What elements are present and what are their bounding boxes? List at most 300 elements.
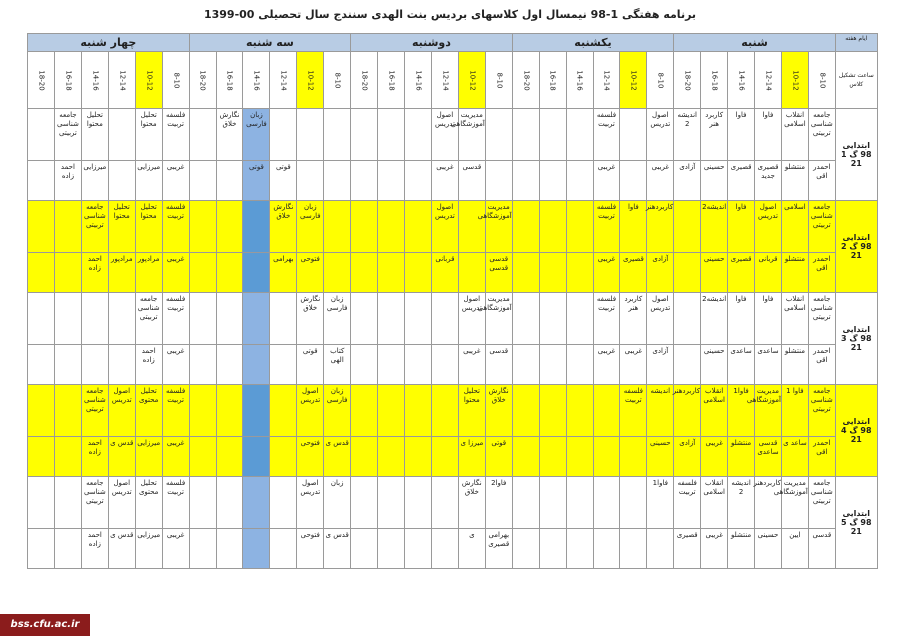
course-cell: اصول تدریس (431, 201, 458, 253)
course-cell: اصول تدریس (108, 385, 135, 437)
course-cell (216, 477, 243, 529)
time-slot-header (324, 52, 351, 109)
slot-header-label: ساعت تشکیل کلاس (835, 52, 877, 109)
course-cell: قوتی (243, 161, 270, 201)
course-cell: غریبی (162, 345, 189, 385)
course-cell: کاربرد هنر (701, 109, 728, 161)
course-cell: قدس ی (324, 437, 351, 477)
course-cell (54, 345, 81, 385)
course-cell: اسلامی (781, 201, 808, 253)
course-cell (189, 385, 216, 437)
course-cell (539, 201, 566, 253)
course-cell (378, 437, 405, 477)
course-cell (189, 253, 216, 293)
time-slot-label: 8-10 (656, 72, 665, 88)
time-slot-header (674, 52, 701, 109)
course-cell: فاوا (755, 293, 782, 345)
time-slot-header (566, 52, 593, 109)
course-cell: قصیری (620, 253, 647, 293)
course-cell (243, 293, 270, 345)
course-cell (324, 253, 351, 293)
course-cell: احمدر اقی (808, 345, 835, 385)
course-cell: اندیشه 2 (728, 477, 755, 529)
course-cell (378, 385, 405, 437)
course-cell: ی (458, 529, 485, 569)
course-cell: فاوا2 (485, 477, 512, 529)
class-row-top (28, 293, 878, 345)
time-slot-header (593, 52, 620, 109)
course-cell: قصیری (728, 161, 755, 201)
course-cell: حسینی (647, 437, 674, 477)
course-cell (378, 529, 405, 569)
course-cell (189, 477, 216, 529)
course-cell: اصول تدریس (297, 385, 324, 437)
class-label: ابتدایی 98 گ 4 21 (835, 385, 877, 477)
time-slot-label: 18-20 (683, 69, 692, 91)
course-cell (270, 293, 297, 345)
course-cell (378, 109, 405, 161)
course-cell: قدسی ساعدی (755, 437, 782, 477)
course-cell: غریبی (647, 161, 674, 201)
course-cell: انقلاب اسلامی (781, 109, 808, 161)
course-cell: زبان فارسی (243, 109, 270, 161)
course-cell: کاربردهنر (647, 201, 674, 253)
time-slot-label: 16-18 (226, 69, 234, 91)
time-slot-label: 8-10 (495, 72, 504, 88)
time-slot-header (135, 52, 162, 109)
course-cell: منتشلو (781, 253, 808, 293)
course-cell (189, 161, 216, 201)
course-cell: اندیشه 2 (674, 109, 701, 161)
time-slot-header (28, 52, 55, 109)
course-cell (566, 529, 593, 569)
time-slot-header (431, 52, 458, 109)
class-row-bottom (28, 161, 878, 201)
course-cell (216, 529, 243, 569)
course-cell (378, 201, 405, 253)
course-cell: غریبی (458, 345, 485, 385)
course-cell (351, 385, 378, 437)
course-cell: اصول تدریس (647, 109, 674, 161)
course-cell (539, 529, 566, 569)
course-cell (431, 293, 458, 345)
course-cell: اصول تدریس (108, 477, 135, 529)
class-row-bottom (28, 437, 878, 477)
course-cell (351, 293, 378, 345)
course-cell (512, 253, 539, 293)
course-cell (243, 477, 270, 529)
site-footer-badge[interactable]: bss.cfu.ac.ir (0, 614, 90, 636)
course-cell (108, 293, 135, 345)
course-cell (28, 529, 55, 569)
course-cell: آزادی (647, 253, 674, 293)
course-cell: قدسی (485, 345, 512, 385)
course-cell: غریبی (162, 253, 189, 293)
page-title: برنامه هفتگی 1-98 نیمسال اول کلاسهای بردیس بنت الهدی سنندج سال تحصیلی 00-1399 (203, 8, 697, 21)
course-cell: منتشلو (781, 161, 808, 201)
course-cell (405, 293, 432, 345)
time-slot-label: 18-20 (37, 69, 46, 91)
course-cell (108, 109, 135, 161)
course-cell (54, 385, 81, 437)
course-cell: زبان فارسی (324, 385, 351, 437)
time-slot-label: 14-16 (737, 69, 746, 91)
course-cell: غریبی (593, 345, 620, 385)
course-cell (378, 253, 405, 293)
course-cell: جامعه شناسی تربیتی (81, 385, 108, 437)
slot-header-row (28, 52, 878, 109)
time-slot-header (781, 52, 808, 109)
course-cell (216, 293, 243, 345)
course-cell (189, 437, 216, 477)
course-cell (351, 109, 378, 161)
course-cell: غریبی (701, 529, 728, 569)
course-cell (566, 109, 593, 161)
course-cell (351, 201, 378, 253)
course-cell: احمد زاده (81, 437, 108, 477)
course-cell (485, 109, 512, 161)
course-cell (324, 201, 351, 253)
course-cell: غریبی (431, 161, 458, 201)
course-cell: کتاب الهی (324, 345, 351, 385)
course-cell: فلسفه تربیت (162, 109, 189, 161)
course-cell (620, 161, 647, 201)
course-cell (216, 161, 243, 201)
time-slot-header (54, 52, 81, 109)
course-cell (28, 477, 55, 529)
course-cell (28, 293, 55, 345)
course-cell (243, 201, 270, 253)
course-cell: مرادپور (135, 253, 162, 293)
course-cell (28, 201, 55, 253)
course-cell (620, 477, 647, 529)
time-slot-label: 8-10 (333, 72, 342, 88)
course-cell: غریبی (162, 529, 189, 569)
course-cell: تحلیل محتوا (458, 385, 485, 437)
time-slot-header (216, 52, 243, 109)
course-cell (270, 345, 297, 385)
course-cell: اصول تدریس (431, 109, 458, 161)
course-cell: فتوحی (297, 253, 324, 293)
day-header: دوشنبه (351, 34, 513, 52)
course-cell: ایین (781, 529, 808, 569)
course-cell: اصول تدریس (755, 201, 782, 253)
course-cell (620, 109, 647, 161)
course-cell (458, 253, 485, 293)
course-cell: حسینی (701, 161, 728, 201)
course-cell: قربانی (755, 253, 782, 293)
course-cell (270, 385, 297, 437)
time-slot-header (162, 52, 189, 109)
course-cell: تحلیل محتوا (135, 201, 162, 253)
course-cell: قصیری (728, 253, 755, 293)
course-cell: قوتی (485, 437, 512, 477)
course-cell (512, 437, 539, 477)
time-slot-label: 14-16 (576, 69, 585, 91)
course-cell: قدس ی (108, 437, 135, 477)
course-cell (108, 345, 135, 385)
time-slot-label: 10-12 (468, 69, 477, 91)
course-cell: قوتی (297, 345, 324, 385)
course-cell: قدس ی (324, 529, 351, 569)
course-cell (216, 201, 243, 253)
course-cell (566, 293, 593, 345)
course-cell (54, 293, 81, 345)
day-header-row (28, 34, 878, 52)
course-cell (243, 345, 270, 385)
class-label: ابتدایی 98 گ 1 21 (835, 109, 877, 201)
course-cell (405, 529, 432, 569)
course-cell: قوتی (270, 161, 297, 201)
course-cell: اندیشه (647, 385, 674, 437)
course-cell: تحلیل محتوی (135, 477, 162, 529)
course-cell (378, 345, 405, 385)
time-slot-header (378, 52, 405, 109)
course-cell: فاوا1 (647, 477, 674, 529)
time-slot-header (539, 52, 566, 109)
day-header: شنبه (674, 34, 836, 52)
course-cell (674, 253, 701, 293)
time-slot-header (647, 52, 674, 109)
course-cell (189, 345, 216, 385)
course-cell (620, 437, 647, 477)
course-cell: جامعه شناسی تربیتی (808, 477, 835, 529)
course-cell (324, 109, 351, 161)
course-cell: اصول تدریس (647, 293, 674, 345)
course-cell (297, 161, 324, 201)
time-slot-label: 18-20 (522, 69, 531, 91)
course-cell: بهرامی قصیری (485, 529, 512, 569)
course-cell (512, 109, 539, 161)
course-cell: فاوا (728, 293, 755, 345)
course-cell (216, 385, 243, 437)
course-cell (512, 529, 539, 569)
time-slot-label: 16-18 (387, 69, 396, 91)
course-cell (28, 437, 55, 477)
course-cell: غریبی (701, 437, 728, 477)
course-cell (431, 345, 458, 385)
course-cell: جامعه شناسی تربیتی (808, 109, 835, 161)
course-cell (620, 529, 647, 569)
course-cell (189, 529, 216, 569)
course-cell (243, 529, 270, 569)
time-slot-header (243, 52, 270, 109)
course-cell: منتشلو (781, 345, 808, 385)
course-cell: فتوحی (297, 529, 324, 569)
class-row-bottom (28, 253, 878, 293)
course-cell: فلسفه تربیت (674, 477, 701, 529)
course-cell (405, 477, 432, 529)
course-cell (351, 477, 378, 529)
course-cell (54, 253, 81, 293)
course-cell: قدسی قدسی (485, 253, 512, 293)
course-cell (270, 109, 297, 161)
course-cell: قدسی (808, 529, 835, 569)
course-cell (108, 161, 135, 201)
time-slot-label: 10-12 (791, 69, 800, 91)
course-cell: میرزایی (81, 161, 108, 201)
course-cell (566, 161, 593, 201)
course-cell: غریبی (620, 345, 647, 385)
time-slot-label: 16-18 (710, 69, 719, 91)
course-cell (539, 385, 566, 437)
time-slot-label: 12-14 (279, 69, 288, 91)
course-cell (28, 253, 55, 293)
class-row-top (28, 477, 878, 529)
course-cell: مدیریت آموزشگاهی (781, 477, 808, 529)
course-cell (566, 201, 593, 253)
course-cell (539, 437, 566, 477)
course-cell (674, 345, 701, 385)
course-cell: جامعه شناسی تربیتی (808, 201, 835, 253)
class-label: ابتدایی 98 گ 2 21 (835, 201, 877, 293)
course-cell: فلسفه تربیت (162, 293, 189, 345)
time-slot-label: 12-14 (602, 69, 611, 91)
course-cell: فلسفه تربیت (593, 293, 620, 345)
day-header: چهار شنبه (28, 34, 190, 52)
course-cell (28, 161, 55, 201)
course-cell: منتشلو (728, 529, 755, 569)
course-cell: کاربردهنر (674, 385, 701, 437)
time-slot-header (755, 52, 782, 109)
course-cell: غریبی (593, 253, 620, 293)
course-cell: فاوا 1 (781, 385, 808, 437)
time-slot-label: 14-16 (91, 69, 100, 91)
course-cell (539, 293, 566, 345)
course-cell: انقلاب اسلامی (701, 477, 728, 529)
time-slot-header (81, 52, 108, 109)
time-slot-header (297, 52, 324, 109)
course-cell: حسینی (701, 253, 728, 293)
course-cell: تحلیل محتوا (135, 109, 162, 161)
course-cell (270, 529, 297, 569)
course-cell (405, 437, 432, 477)
course-cell: بهرامی (270, 253, 297, 293)
time-slot-header (728, 52, 755, 109)
course-cell (512, 345, 539, 385)
course-cell: فتوحی (297, 437, 324, 477)
time-slot-header (458, 52, 485, 109)
course-cell (351, 345, 378, 385)
course-cell (324, 161, 351, 201)
course-cell: تحلیل محتوا (108, 201, 135, 253)
course-cell: جامعه شناسی تربیتی (808, 385, 835, 437)
course-cell (378, 293, 405, 345)
course-cell (81, 345, 108, 385)
course-cell (458, 201, 485, 253)
course-cell: میرزایی (135, 437, 162, 477)
class-row-bottom (28, 345, 878, 385)
course-cell (81, 293, 108, 345)
course-cell: نگارش خلاق (216, 109, 243, 161)
course-cell: ساعدی (755, 345, 782, 385)
course-cell: احمد زاده (81, 253, 108, 293)
course-cell (243, 437, 270, 477)
class-row-top (28, 201, 878, 253)
course-cell (54, 477, 81, 529)
course-cell: نگارش خلاق (297, 293, 324, 345)
class-label: ابتدایی 98 گ 3 21 (835, 293, 877, 385)
course-cell: نگارش خلاق (270, 201, 297, 253)
time-slot-label: 18-20 (360, 69, 369, 91)
course-cell (539, 477, 566, 529)
time-slot-header (620, 52, 647, 109)
course-cell (243, 385, 270, 437)
course-cell (512, 201, 539, 253)
course-cell (431, 477, 458, 529)
course-cell: غریبی (162, 161, 189, 201)
course-cell (405, 109, 432, 161)
course-cell: فلسفه تربیت (593, 109, 620, 161)
course-cell: مدیریت آموزشگاهی (755, 385, 782, 437)
course-cell (405, 161, 432, 201)
course-cell (647, 529, 674, 569)
time-slot-header (512, 52, 539, 109)
course-cell (54, 529, 81, 569)
course-cell: فلسفه تربیت (162, 201, 189, 253)
course-cell: جامعه شناسی تربیتی (81, 477, 108, 529)
time-slot-label: 10-12 (145, 69, 154, 91)
time-slot-label: 12-14 (118, 69, 127, 91)
class-label: ابتدایی 98 گ 5 21 (835, 477, 877, 569)
course-cell: نگارش خلاق (485, 385, 512, 437)
time-slot-label: 8-10 (818, 72, 827, 88)
course-cell: فلسفه تربیت (162, 477, 189, 529)
course-cell: تحلیل محتوی (135, 385, 162, 437)
course-cell (405, 385, 432, 437)
course-cell: کاربردهنر (755, 477, 782, 529)
class-row-top (28, 109, 878, 161)
course-cell: فاوا1 (728, 385, 755, 437)
course-cell: ساعدی (728, 345, 755, 385)
time-slot-header (270, 52, 297, 109)
course-cell (431, 437, 458, 477)
course-cell (593, 529, 620, 569)
course-cell: مرادپور (108, 253, 135, 293)
time-slot-label: 12-14 (764, 69, 773, 91)
course-cell (270, 477, 297, 529)
course-cell (189, 109, 216, 161)
time-slot-label: 14-16 (414, 69, 423, 91)
course-cell: منتشلو (728, 437, 755, 477)
course-cell: اصول تدریس (297, 477, 324, 529)
course-cell: آزادی (647, 345, 674, 385)
course-cell: غریبی (162, 437, 189, 477)
course-cell: احمدر اقی (808, 437, 835, 477)
course-cell (378, 477, 405, 529)
course-cell (351, 253, 378, 293)
course-cell: حسینی (755, 529, 782, 569)
course-cell (593, 437, 620, 477)
time-slot-header (351, 52, 378, 109)
time-slot-label: 10-12 (629, 69, 638, 91)
course-cell (431, 385, 458, 437)
time-slot-header (189, 52, 216, 109)
course-cell: احمد زاده (135, 345, 162, 385)
course-cell (405, 201, 432, 253)
course-cell: تحلیل محتوا (81, 109, 108, 161)
day-header: یکشنبه (512, 34, 674, 52)
course-cell (431, 529, 458, 569)
course-cell: اندیشه2 (701, 201, 728, 253)
course-cell (593, 477, 620, 529)
course-cell: جامعه شناسی تربیتی (54, 109, 81, 161)
course-cell: میرزا ی (458, 437, 485, 477)
course-cell: انقلاب اسلامی (701, 385, 728, 437)
course-cell: اصول تدریس (458, 293, 485, 345)
course-cell (674, 201, 701, 253)
corner-label: ایام هفته (835, 34, 877, 52)
